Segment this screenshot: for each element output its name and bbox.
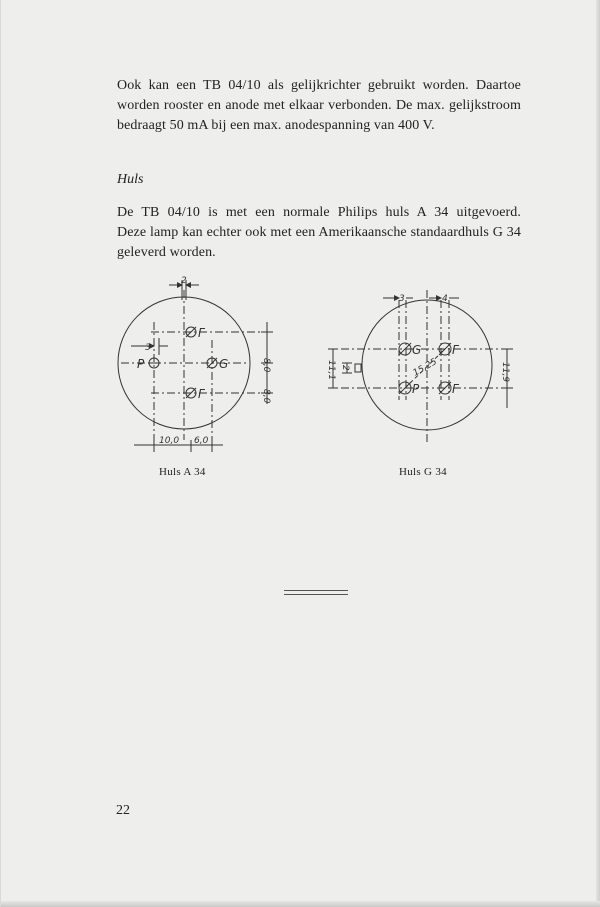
dim-g-center: 15,25	[411, 357, 439, 379]
label-pin-f-top-a: F	[198, 326, 205, 340]
dim-g-top-left: 3	[399, 294, 405, 304]
text-line: De TB 04/10 is met een normale Philips huls A 34 uitgevoerd.	[117, 205, 521, 220]
dim-a-right-lower: 8,0	[261, 389, 271, 404]
section-heading: Huls	[117, 172, 144, 187]
dim-g-top-right: 4	[442, 294, 448, 304]
section-divider	[284, 590, 348, 595]
label-pin-p-a: P	[137, 357, 145, 371]
label-pin-g-a: G	[219, 357, 229, 371]
dim-a-left: 3	[145, 343, 151, 353]
page-number: 22	[116, 803, 130, 818]
dim-g-left-outer: 11,1	[326, 360, 336, 381]
label-pin-f-top-g: F	[452, 343, 459, 357]
dim-g-left-inner: 2	[340, 365, 350, 371]
caption-huls-g34: Huls G 34	[399, 466, 447, 478]
label-pin-p-g: P	[412, 382, 420, 396]
text-line: Ook kan een TB 04/10 als gelijkrichter gebruikt worden. Daartoe	[117, 78, 521, 93]
dim-a-bottom-left: 10,0	[159, 436, 180, 446]
page-edge	[596, 0, 600, 907]
dim-a-bottom-right: 6,0	[194, 436, 209, 446]
dim-a-top: 2	[181, 276, 187, 286]
caption-huls-a34: Huls A 34	[159, 466, 206, 478]
label-pin-f-bottom-g: F	[452, 382, 459, 396]
label-pin-f-bottom-a: F	[198, 387, 205, 401]
dim-a-right-upper: 8,0	[261, 358, 271, 373]
text-line: geleverd worden.	[117, 245, 216, 260]
page-bottom-edge	[1, 901, 600, 907]
text-line: Deze lamp kan echter ook met een Amerikaansche standaardhuls G 34	[117, 225, 521, 240]
dim-g-right: 11,9	[500, 362, 510, 383]
base-diagrams	[1, 0, 600, 907]
label-pin-g-g: G	[412, 343, 422, 357]
text-line: bedraagt 50 mA bij een max. anodespanning van 400 V.	[117, 118, 435, 133]
text-line: worden rooster en anode met elkaar verbonden. De max. gelijkstroom	[117, 98, 521, 113]
